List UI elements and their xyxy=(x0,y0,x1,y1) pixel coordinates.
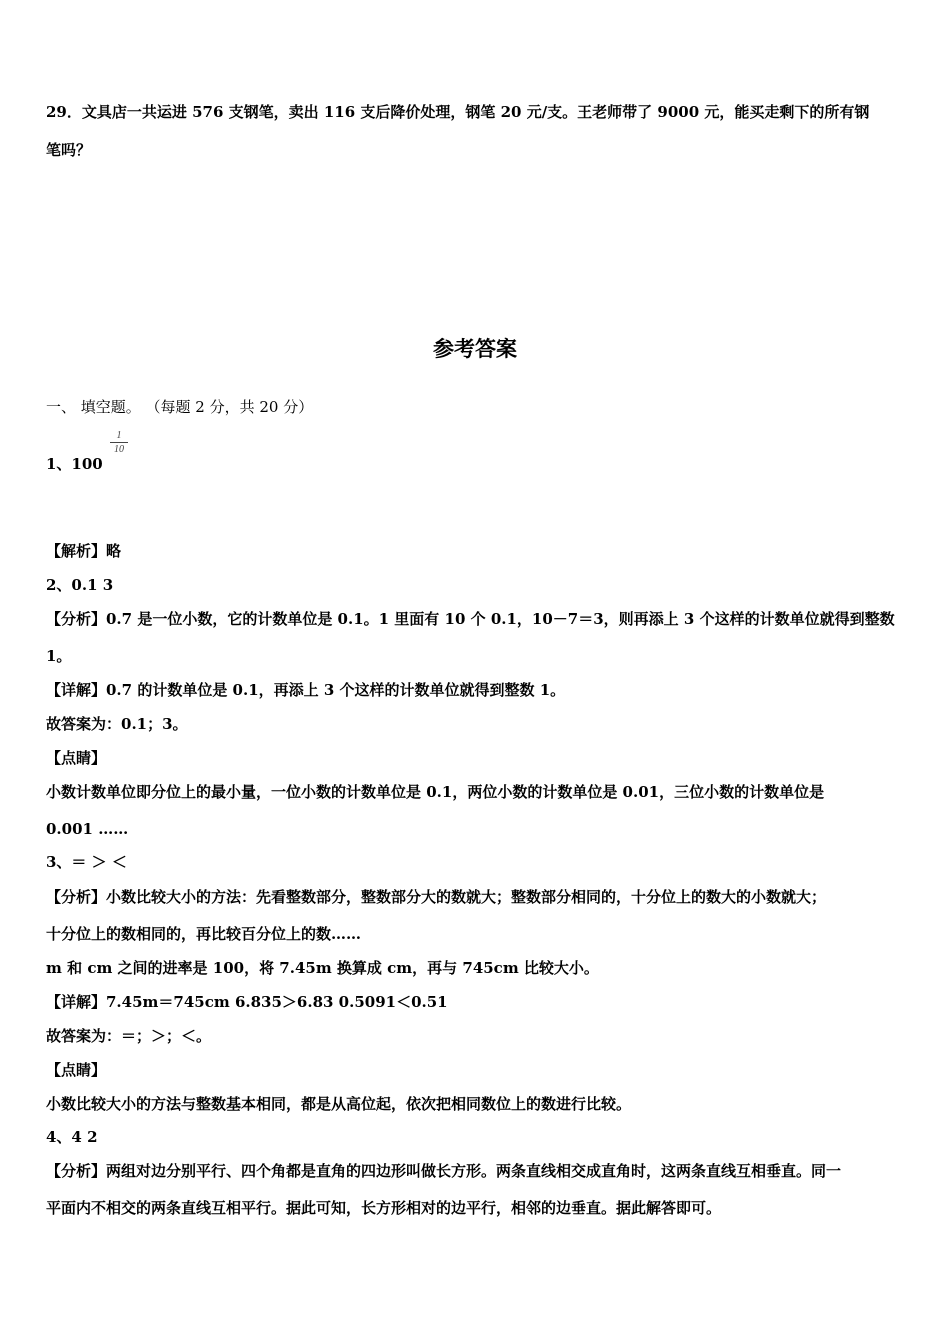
answer-3: 3、＝ ＞ ＜ xyxy=(46,853,127,871)
answer-4-analysis-line-1: 【分析】两组对边分别平行、四个角都是直角的四边形叫做长方形。两条直线相交成直角时，这两条直线互相垂直。同一 xyxy=(46,1162,842,1180)
fraction-denominator: 10 xyxy=(114,444,124,455)
fraction-bar xyxy=(110,442,128,443)
answer-2-tip-line-1: 小数计数单位即分位上的最小量，一位小数的计数单位是 0.1，两位小数的计数单位是 0.01，三位小数的计数单位是 xyxy=(46,783,825,801)
answer-3-tip-heading: 【点睛】 xyxy=(46,1061,107,1079)
fraction-one-tenth xyxy=(110,430,128,455)
fraction-numerator: 1 xyxy=(116,430,122,441)
answer-2-tip-line-2: 0.001 …… xyxy=(46,820,129,838)
answer-3-conclusion: 故答案为：＝；＞；＜。 xyxy=(46,1027,212,1045)
answer-4-analysis-line-2: 平面内不相交的两条直线互相平行。据此可知，长方形相对的边平行，相邻的边垂直。据此解答即可。 xyxy=(46,1199,722,1217)
answer-2-detail: 【详解】0.7 的计数单位是 0.1，再添上 3 个这样的计数单位就得到整数 1。 xyxy=(46,681,566,699)
answer-3-detail: 【详解】7.45m＝745cm 6.835＞6.83 0.5091＜0.51 xyxy=(46,993,448,1011)
answer-2: 2、0.1 3 xyxy=(46,576,114,594)
answer-3-analysis-line-2: 十分位上的数相同的，再比较百分位上的数…… xyxy=(46,925,362,943)
answer-1: 1、100 xyxy=(46,455,103,473)
answer-2-conclusion: 故答案为：0.1；3。 xyxy=(46,715,188,733)
question-29-line-1: 29．文具店一共运进 576 支钢笔，卖出 116 支后降价处理，钢笔 20 元/支。王老师带了 9000 元，能买走剩下的所有钢 xyxy=(46,103,870,121)
answer-2-analysis-line-1: 【分析】0.7 是一位小数，它的计数单位是 0.1。1 里面有 10 个 0.1，10－7＝3，则再添上 3 个这样的计数单位就得到整数 xyxy=(46,610,895,628)
answer-2-analysis-line-2: 1。 xyxy=(46,647,72,665)
answer-3-analysis-line-3: m 和 cm 之间的进率是 100，将 7.45m 换算成 cm，再与 745cm 比较大小。 xyxy=(46,959,599,977)
answer-3-analysis-line-1: 【分析】小数比较大小的方法：先看整数部分，整数部分大的数就大；整数部分相同的，十分位上的数大的小数就大； xyxy=(46,888,827,906)
answer-1-analysis: 【解析】略 xyxy=(46,542,122,560)
answers-title: 参考答案 xyxy=(433,337,517,361)
question-29-line-2: 笔吗？ xyxy=(46,141,92,159)
answer-2-tip-heading: 【点睛】 xyxy=(46,749,107,767)
answer-3-tip-line-1: 小数比较大小的方法与整数基本相同，都是从高位起，依次把相同数位上的数进行比较。 xyxy=(46,1095,632,1113)
answer-4: 4、4 2 xyxy=(46,1128,98,1146)
section-1-heading: 一、 填空题。 （每题 2 分，共 20 分） xyxy=(46,398,314,416)
